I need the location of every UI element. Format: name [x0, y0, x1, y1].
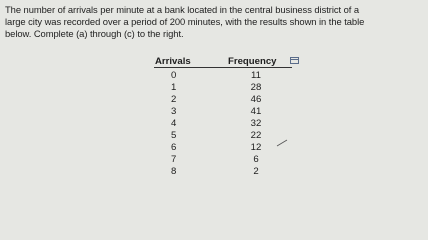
frequency-cell: 28	[250, 82, 262, 93]
arrivals-cell: 7	[171, 154, 177, 165]
header-divider	[154, 67, 292, 68]
frequency-cell: 32	[250, 118, 262, 129]
problem-line-3: below. Complete (a) through (c) to the right.	[5, 28, 184, 39]
problem-line-1: The number of arrivals per minute at a bank located in the central business district of a	[5, 4, 360, 15]
copy-table-icon[interactable]	[290, 56, 300, 65]
problem-line-2: large city was recorded over a period of 200 minutes, with the results shown in the table	[5, 16, 365, 27]
problem-statement	[5, 4, 425, 40]
table-row	[150, 118, 300, 130]
arrivals-cell: 4	[171, 118, 177, 129]
table-row	[150, 82, 300, 94]
arrivals-cell: 6	[171, 142, 177, 153]
arrivals-cell: 3	[171, 106, 177, 117]
arrivals-cell: 8	[171, 166, 177, 177]
arrivals-cell: 2	[171, 94, 177, 105]
table-row	[150, 166, 300, 178]
frequency-cell: 41	[250, 106, 262, 117]
frequency-cell: 22	[250, 130, 262, 141]
table-row	[150, 94, 300, 106]
frequency-cell: 6	[253, 154, 259, 165]
frequency-cell: 46	[250, 94, 262, 105]
column-header-arrivals: Arrivals	[155, 56, 191, 67]
arrivals-cell: 0	[171, 70, 177, 81]
pen-mark	[276, 139, 288, 147]
arrivals-cell: 5	[171, 130, 177, 141]
column-header-frequency: Frequency	[228, 56, 277, 67]
frequency-cell: 2	[253, 166, 259, 177]
table-row	[150, 106, 300, 118]
arrivals-cell: 1	[171, 82, 177, 93]
frequency-cell: 11	[251, 70, 261, 81]
table-row	[150, 70, 300, 82]
frequency-cell: 12	[250, 142, 262, 153]
table-row	[150, 154, 300, 166]
